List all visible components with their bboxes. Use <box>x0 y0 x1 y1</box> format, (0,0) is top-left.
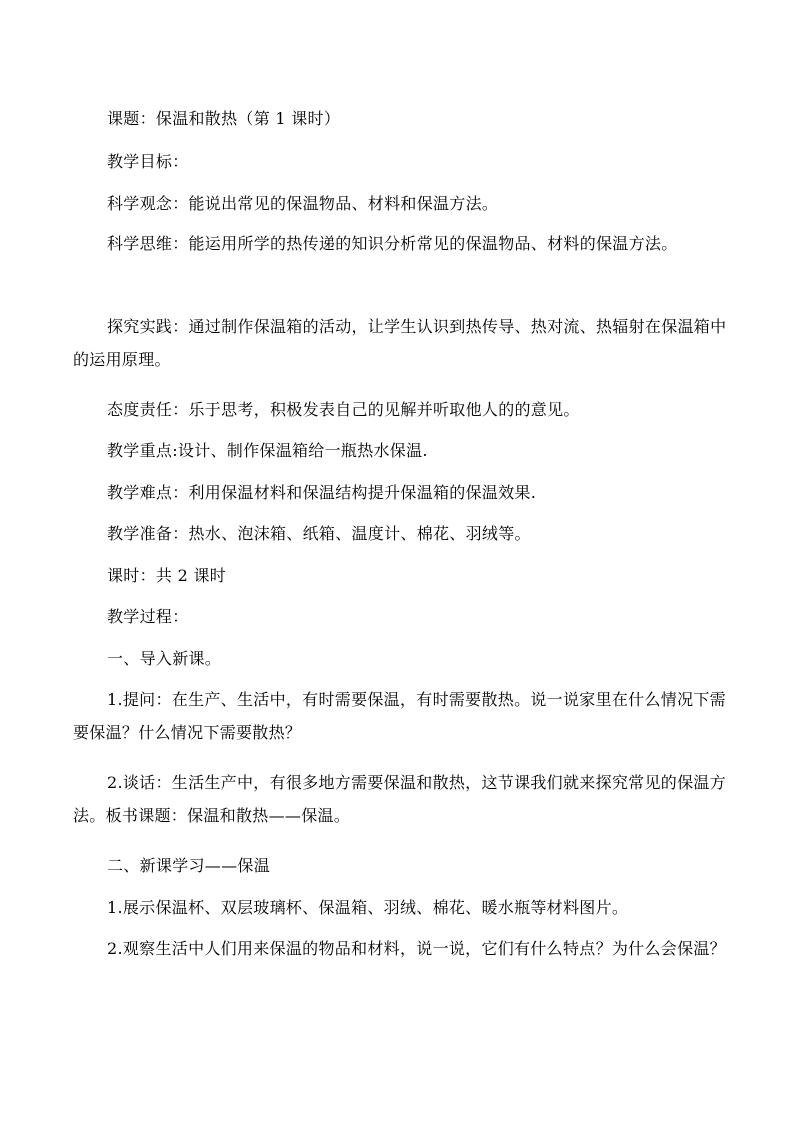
objective-concept: 科学观念：能说出常见的保温物品、材料和保温方法。 <box>107 194 499 213</box>
objective-thinking: 科学思维：能运用所学的热传递的知识分析常见的保温物品、材料的保温方法。 <box>107 234 678 253</box>
item-1-1: 1.提问：在生产、生活中，有时需要保温，有时需要散热。说一说家里在什么情况下需要保温？什么情况下需要散热？ <box>73 690 726 742</box>
objectives-heading: 教学目标： <box>107 152 189 171</box>
objective-practice: 探究实践：通过制作保温箱的活动，让学生认识到热传导、热对流、热辐射在保温箱中的运用原理。 <box>73 317 727 369</box>
preparation: 教学准备：热水、泡沫箱、纸箱、温度计、棉花、羽绒等。 <box>107 524 531 543</box>
class-hours: 课时：共 2 课时 <box>107 566 227 585</box>
key-point: 教学重点:设计、制作保温箱给一瓶热水保温. <box>107 441 428 460</box>
section-two-heading: 二、新课学习——保温 <box>107 856 271 875</box>
item-2-1: 1.展示保温杯、双层玻璃杯、保温箱、羽绒、棉花、暖水瓶等材料图片。 <box>107 898 629 917</box>
process-heading: 教学过程： <box>107 607 189 626</box>
item-1-2: 2.谈话：生活生产中，有很多地方需要保温和散热，这节课我们就来探究常见的保温方法。板书课题：保温和散热——保温。 <box>73 773 726 825</box>
section-one-heading: 一、导入新课。 <box>107 649 222 668</box>
difficulty: 教学难点：利用保温材料和保温结构提升保温箱的保温效果. <box>107 483 537 502</box>
lesson-title: 课题：保温和散热（第 1 课时） <box>107 109 341 128</box>
objective-attitude: 态度责任：乐于思考，积极发表自己的见解并听取他人的的意见。 <box>107 400 580 419</box>
item-2-2: 2.观察生活中人们用来保温的物品和材料，说一说，它们有什么特点？为什么会保温？ <box>107 939 726 958</box>
